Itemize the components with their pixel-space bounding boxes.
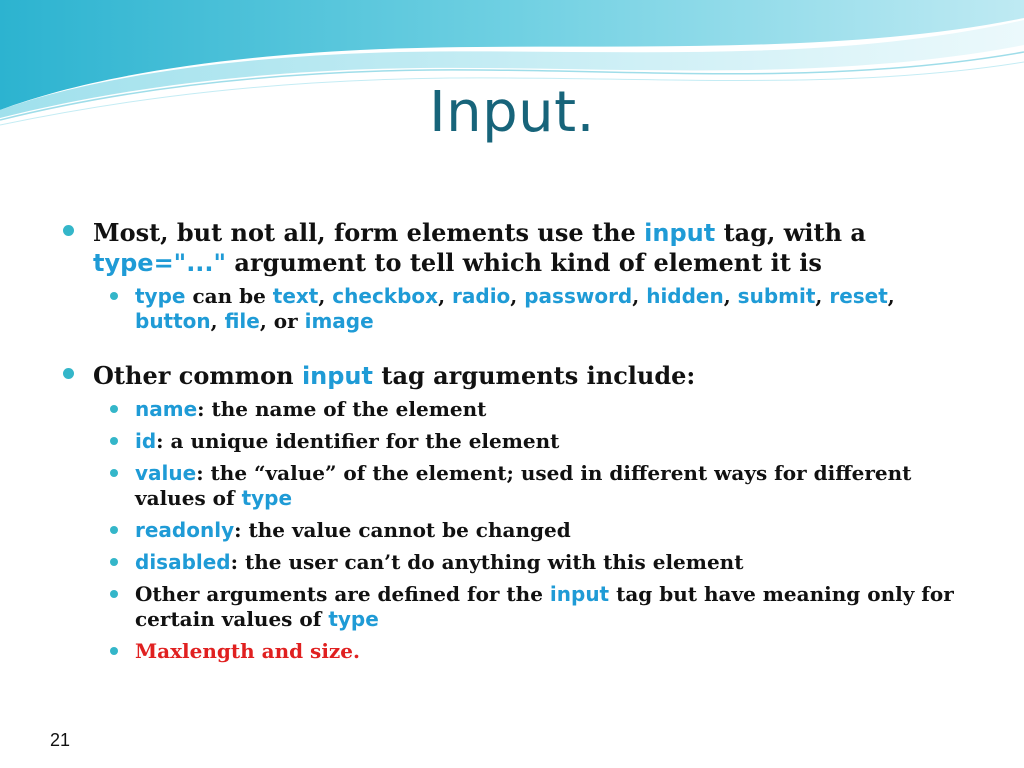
text-run: Other common	[93, 361, 302, 390]
text-run: : the user can’t do anything with this element	[230, 550, 744, 574]
sub-bullet-item	[108, 284, 962, 334]
sub-bullet-dot-icon	[110, 558, 118, 566]
bullet-list	[62, 218, 962, 671]
text-run: ,	[723, 284, 738, 308]
sub-bullet-item	[108, 582, 962, 632]
bullet-dot-icon	[63, 225, 74, 236]
sub-bullet-dot-icon	[110, 437, 118, 445]
code-term: file	[224, 309, 260, 333]
sub-bullet-dot-icon	[110, 292, 118, 300]
sub-bullet-item	[108, 518, 962, 543]
highlight-text: Maxlength and size.	[135, 639, 360, 663]
code-term: radio	[452, 284, 511, 308]
code-term: readonly	[135, 518, 235, 542]
text-run: tag but have meaning only for certain values of	[135, 582, 954, 631]
bullet-dot-icon	[63, 368, 74, 379]
code-term: type	[328, 607, 379, 631]
code-term: value	[135, 461, 197, 485]
text-run: tag, with a	[715, 218, 866, 247]
code-term: image	[304, 309, 374, 333]
sub-bullet-item	[108, 429, 962, 454]
text-run: can be	[185, 284, 273, 308]
sub-bullet-dot-icon	[110, 526, 118, 534]
sub-bullet-dot-icon	[110, 405, 118, 413]
text-run: : a unique identifier for the element	[156, 429, 560, 453]
code-term: checkbox	[332, 284, 439, 308]
text-run: ,	[887, 284, 895, 308]
sub-bullet-item	[108, 550, 962, 575]
sub-bullet-dot-icon	[110, 469, 118, 477]
code-term: button	[135, 309, 211, 333]
text-run: : the name of the element	[197, 397, 487, 421]
text-run: : the value cannot be changed	[234, 518, 571, 542]
sub-bullet-item	[108, 397, 962, 422]
text-run: ,	[632, 284, 647, 308]
text-run: Other arguments are defined for the	[135, 582, 550, 606]
code-term: name	[135, 397, 198, 421]
sub-bullet-list	[62, 284, 962, 334]
text-run: : the “value” of the element; used in different ways for different values of	[135, 461, 912, 510]
code-term: password	[524, 284, 633, 308]
text-run: ,	[210, 309, 225, 333]
bullet-item	[62, 361, 962, 391]
code-term: reset	[829, 284, 888, 308]
code-term: submit	[737, 284, 816, 308]
text-run: tag arguments include:	[373, 361, 696, 390]
sub-bullet-item	[108, 639, 962, 664]
text-run: ,	[438, 284, 453, 308]
code-term: type	[135, 284, 186, 308]
code-term: text	[272, 284, 319, 308]
text-run: ,	[510, 284, 525, 308]
code-term: hidden	[646, 284, 724, 308]
sub-bullet-dot-icon	[110, 647, 118, 655]
text-run: ,	[815, 284, 830, 308]
code-term: type	[241, 486, 293, 510]
bullet-gap	[62, 341, 962, 361]
text-run: , or	[259, 309, 305, 333]
bullet-item	[62, 218, 962, 278]
slide-title: Input.	[429, 80, 595, 145]
code-term: input	[549, 582, 610, 606]
code-term: type="..."	[93, 249, 227, 277]
sub-bullet-dot-icon	[110, 590, 118, 598]
code-term: id	[135, 429, 157, 453]
code-term: input	[301, 362, 373, 390]
text-run: Most, but not all, form elements use the	[93, 218, 645, 247]
sub-bullet-list	[62, 397, 962, 664]
code-term: disabled	[135, 550, 231, 574]
text-run: argument to tell which kind of element it is	[226, 248, 822, 277]
text-run: ,	[318, 284, 333, 308]
sub-bullet-item	[108, 461, 962, 511]
page-number: 21	[50, 730, 71, 750]
code-term: input	[644, 219, 716, 247]
